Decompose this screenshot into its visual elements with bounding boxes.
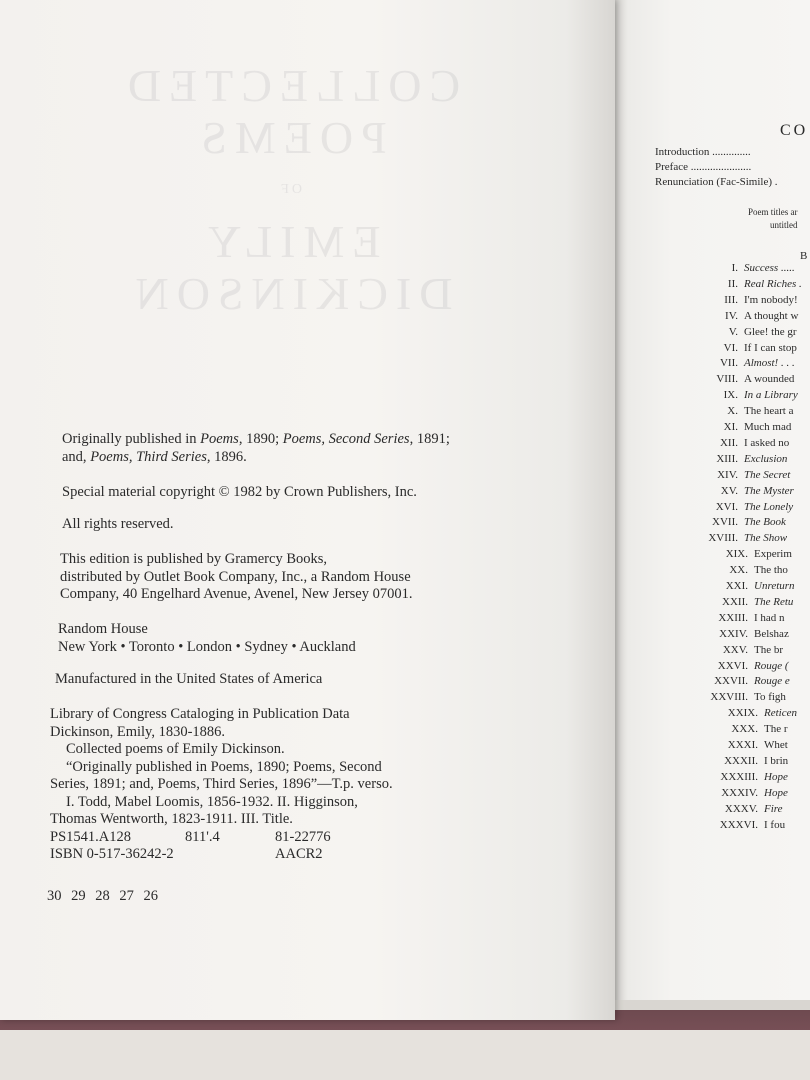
poem-title: Experim bbox=[754, 548, 792, 561]
section-heading: B bbox=[800, 250, 808, 262]
toc-poem-row bbox=[690, 278, 802, 294]
poem-number: X. bbox=[727, 405, 738, 418]
toc-poem-row bbox=[690, 405, 793, 421]
toc-poem-row bbox=[710, 739, 788, 755]
poem-title: Belshaz bbox=[754, 627, 789, 640]
toc-poem-row bbox=[700, 548, 792, 564]
poem-title: Hope bbox=[764, 770, 788, 783]
toc-poem-row bbox=[700, 691, 786, 707]
poem-number: VII. bbox=[719, 357, 738, 370]
poem-number: XXXIII. bbox=[720, 770, 758, 783]
poem-title: To figh bbox=[754, 691, 786, 704]
publication-history: Originally published in Poems, 1890; Poems, Second Series, 1891; and, Poems, Third Series, 1896. bbox=[62, 431, 450, 465]
poem-number: XXX. bbox=[731, 723, 758, 736]
toc-poem-row bbox=[700, 612, 785, 628]
poem-number: XXXII. bbox=[724, 754, 758, 767]
toc-poem-row bbox=[690, 485, 794, 501]
printing-line: 30 29 28 27 26 bbox=[47, 888, 158, 904]
poem-number: XXXVI. bbox=[719, 818, 758, 831]
poem-number: III. bbox=[724, 293, 738, 306]
poem-number: XXIX. bbox=[727, 707, 758, 720]
toc-renunciation: Renunciation (Fac-Simile) . bbox=[655, 176, 778, 188]
poem-number: XII. bbox=[719, 436, 738, 449]
toc-poem-row bbox=[710, 707, 797, 723]
front-matter-list bbox=[655, 145, 778, 190]
toc-poem-row bbox=[710, 723, 788, 739]
poem-number: XXIV. bbox=[719, 627, 748, 640]
toc-introduction: Introduction .............. bbox=[655, 146, 751, 158]
poem-title: Fire bbox=[764, 802, 783, 815]
poem-number: XX. bbox=[729, 564, 748, 577]
poem-title: If I can stop bbox=[744, 341, 797, 354]
poem-title: Hope bbox=[764, 786, 788, 799]
poem-title: Exclusion bbox=[744, 452, 788, 465]
toc-poem-row bbox=[690, 342, 797, 358]
poem-number: IX. bbox=[723, 389, 738, 402]
poem-title: The Myster bbox=[744, 484, 794, 497]
poem-title: Real Riches . bbox=[744, 277, 802, 290]
poem-title: The Secret bbox=[744, 468, 791, 481]
poem-number: XXXI. bbox=[727, 739, 758, 751]
cip-codes-line2: ISBN 0-517-36242-2 AACR2 bbox=[50, 846, 323, 862]
publisher-imprint bbox=[58, 621, 508, 656]
toc-poem-row bbox=[710, 819, 785, 835]
toc-poem-row bbox=[690, 516, 786, 532]
poem-title: Rouge ( bbox=[754, 659, 789, 672]
poem-title: The tho bbox=[754, 564, 788, 577]
poem-number: XXII. bbox=[722, 595, 748, 608]
toc-poem-row bbox=[700, 644, 783, 660]
toc-poem-row bbox=[690, 357, 795, 373]
table-surface bbox=[0, 1030, 810, 1080]
toc-poem-row bbox=[690, 389, 798, 405]
rights-notice: All rights reserved. bbox=[62, 516, 174, 532]
toc-poem-row bbox=[700, 564, 788, 580]
poem-number: XXV. bbox=[722, 643, 748, 656]
poem-title: In a Library bbox=[744, 389, 798, 402]
edition-statement: This edition is published by Gramercy Books, distributed by Outlet Book Company, Inc., a Random House Company, 40 Engelhard Avenue, Avenel, New Jersey 07001. bbox=[60, 551, 413, 602]
poem-title: I asked no bbox=[744, 436, 790, 449]
poem-number: XXVII. bbox=[714, 675, 748, 688]
poem-title: Rouge e bbox=[754, 675, 790, 688]
poem-number: XVI. bbox=[715, 500, 738, 513]
poem-number: V. bbox=[728, 325, 738, 338]
poem-title: I brin bbox=[764, 754, 789, 767]
poem-number: XXVIII. bbox=[710, 691, 748, 704]
poem-title: I'm nobody! bbox=[744, 293, 798, 306]
poem-number: XXXIV. bbox=[721, 786, 758, 799]
cip-codes-line1: PS1541.A128 811'.4 81-22776 bbox=[50, 828, 331, 845]
poem-title: Much mad bbox=[744, 421, 792, 433]
toc-poem-row bbox=[700, 580, 795, 596]
toc-poem-row bbox=[690, 421, 791, 437]
poem-number: XVIII. bbox=[708, 532, 738, 545]
poem-number: VIII. bbox=[716, 373, 738, 386]
toc-poem-row bbox=[690, 326, 797, 342]
poem-title: The Book bbox=[744, 516, 786, 529]
toc-poem-row bbox=[700, 628, 789, 644]
toc-poem-row bbox=[700, 675, 790, 691]
toc-preface: Preface ...................... bbox=[655, 161, 752, 173]
poem-number: XXXV. bbox=[724, 802, 758, 815]
poem-number: I. bbox=[731, 262, 738, 274]
toc-poem-row bbox=[710, 771, 788, 787]
poem-title: Reticen bbox=[764, 707, 797, 720]
poem-number: II. bbox=[727, 277, 738, 290]
poem-title: The Show bbox=[744, 532, 788, 545]
manufacture-statement: Manufactured in the United States of America bbox=[55, 671, 323, 687]
copyright-notice: Special material copyright © 1982 by Crown Publishers, Inc. bbox=[62, 484, 417, 500]
toc-poem-row bbox=[690, 373, 794, 389]
poem-title: I had n bbox=[754, 611, 785, 624]
poem-number: XVII. bbox=[712, 516, 738, 529]
poem-title: The heart a bbox=[744, 405, 794, 418]
poem-title: A wounded bbox=[744, 373, 795, 386]
toc-poem-row bbox=[690, 501, 793, 517]
show-through-title: COLLECTED POEMS OF EMILY DICKINSON bbox=[119, 60, 461, 319]
poem-number: XV. bbox=[720, 484, 738, 497]
toc-poem-row bbox=[690, 310, 798, 326]
toc-poem-row bbox=[690, 262, 795, 278]
poem-title: Glee! the gr bbox=[744, 325, 797, 338]
poem-number: XXVI. bbox=[717, 659, 748, 672]
poem-number: XIII. bbox=[716, 452, 738, 465]
poem-title: A thought w bbox=[744, 309, 799, 322]
toc-poem-row bbox=[690, 453, 787, 469]
toc-poem-row bbox=[700, 660, 789, 676]
cip-data: Library of Congress Cataloging in Publication Data Dickinson, Emily, 1830-1886. Collected poems of Emily Dickinson. “Originally published in Poems, 1890; Poems, Second Series, 1891; and, Poems, Third Series, 1896”—T.p. verso. I. Todd, Mabel Loomis, 1856-1932. II. Higginson, Thomas Wentworth, 1823-1911. III. Title. PS1541.A128 811'.4 81-22776 ISBN 0-517-36242-2 AACR2 bbox=[50, 706, 510, 864]
poem-title: Almost! . . . bbox=[744, 357, 795, 370]
toc-poem-row bbox=[710, 755, 788, 771]
toc-poem-row bbox=[700, 596, 793, 612]
poem-title: The r bbox=[764, 723, 788, 736]
publisher-cities: New York • Toronto • London • Sydney • Auckland bbox=[58, 638, 356, 655]
toc-poem-row bbox=[710, 803, 783, 819]
poem-title: Unreturn bbox=[754, 580, 795, 592]
poem-title: The Retu bbox=[754, 595, 794, 608]
poem-number: XI. bbox=[723, 421, 738, 433]
poem-number: XIV. bbox=[717, 468, 738, 481]
poem-number: XXIII. bbox=[718, 611, 748, 624]
contents-heading: CO bbox=[780, 122, 809, 139]
poem-number: IV. bbox=[725, 309, 738, 322]
poem-title: The br bbox=[754, 643, 784, 656]
toc-poem-row bbox=[690, 532, 787, 548]
toc-poem-row bbox=[710, 787, 788, 803]
poem-title: I fou bbox=[764, 818, 786, 831]
toc-poem-row bbox=[690, 469, 790, 485]
poem-title: The Lonely bbox=[744, 500, 794, 513]
poem-title: Success ..... bbox=[744, 262, 795, 274]
toc-poem-row bbox=[690, 437, 789, 453]
poem-number: XXI. bbox=[725, 580, 748, 592]
publisher-name: Random House bbox=[58, 621, 148, 637]
poem-number: VI. bbox=[723, 341, 738, 354]
poem-title: Whet bbox=[764, 739, 788, 751]
poem-number: XIX. bbox=[725, 548, 748, 561]
toc-poem-row bbox=[690, 294, 798, 310]
titles-note: Poem titles ar untitled bbox=[748, 207, 798, 230]
